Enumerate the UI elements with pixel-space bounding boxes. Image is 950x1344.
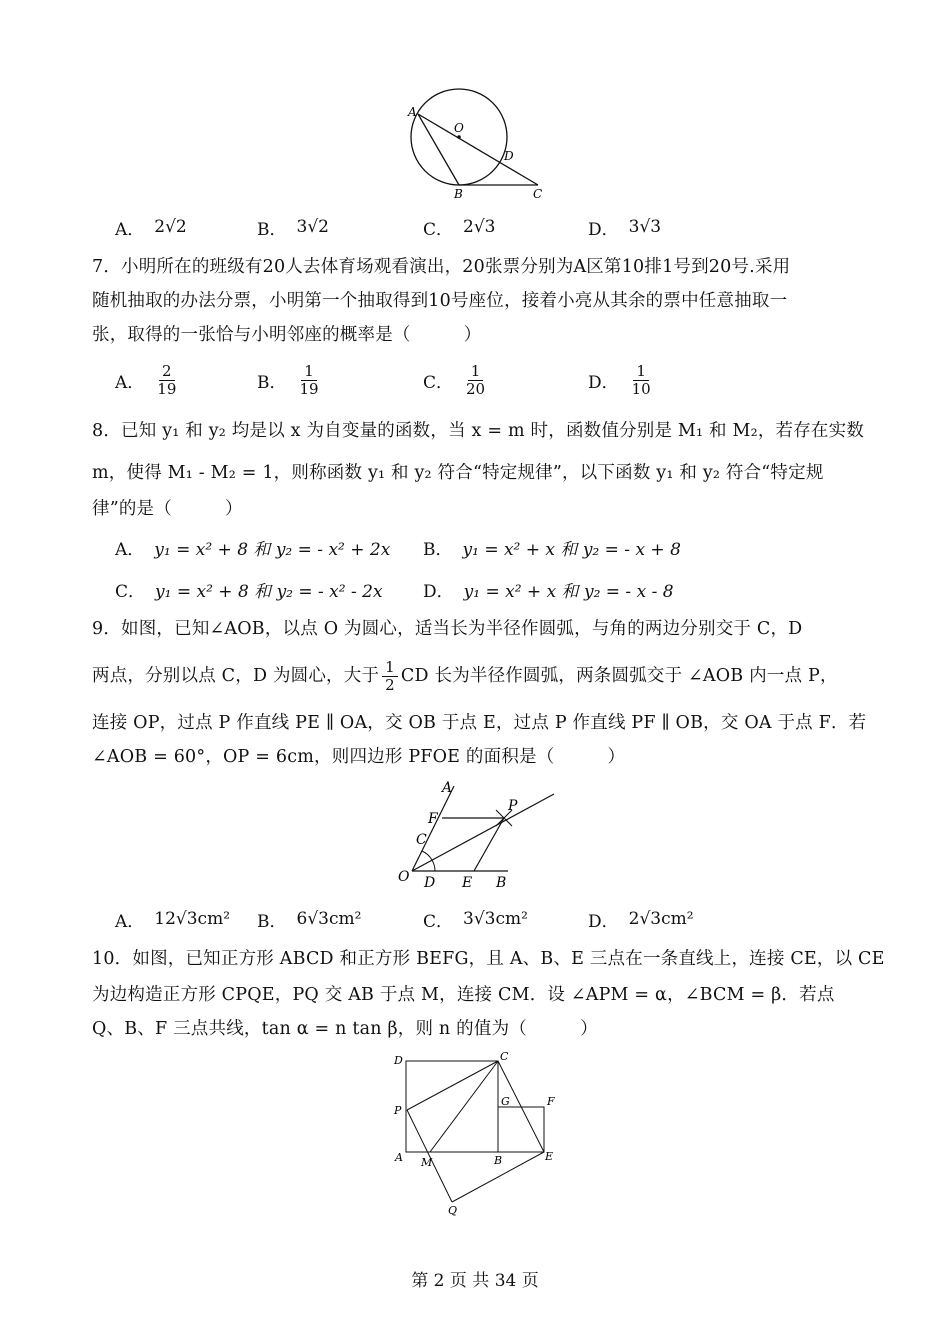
q8-line-2: m，使得 M₁ - M₂ = 1，则称函数 y₁ 和 y₂ 符合“特定规律”，以下函数 y₁ 和 y₂ 符合“特定规	[92, 463, 824, 483]
q9-option-d[interactable]: D． 2√3cm²	[588, 909, 694, 932]
q10-line-3: Q、B、F 三点共线，tan α = n tan β，则 n 的值为（ ）	[92, 1019, 598, 1039]
q7-option-a-fraction: $\frac{2}{19}$	[157, 361, 177, 398]
q7-option-b[interactable]: B． $\frac{1}{19}$	[257, 360, 322, 400]
q10-line-1: 10．如图，已知正方形 ABCD 和正方形 BEFG，且 A、B、E 三点在一条直线上，连接 CE，以 CE	[92, 949, 885, 969]
q9-option-a[interactable]: A． 12√3cm²	[115, 909, 231, 932]
q8-option-b[interactable]: B． y₁ = x² + x 和 y₂ = - x + 8	[423, 539, 681, 560]
q6-option-d[interactable]: D． 3√3	[588, 217, 662, 240]
q10-line-2: 为边构造正方形 CPQE，PQ 交 AB 于点 M，连接 CM．设 ∠APM = α，∠BCM = β．若点	[92, 985, 835, 1005]
q10-label-e: E	[545, 1150, 554, 1163]
q10-label-a: A	[395, 1151, 403, 1164]
q9-label-c: C	[416, 832, 427, 848]
q8-option-d[interactable]: D． y₁ = x² + x 和 y₂ = - x - 8	[423, 581, 674, 602]
q8-line-1: 8．已知 y₁ 和 y₂ 均是以 x 为自变量的函数，当 x = m 时，函数值分别是 M₁ 和 M₂，若存在实数	[92, 421, 865, 441]
q7-option-d-fraction: $\frac{1}{10}$	[631, 361, 651, 398]
q8-option-a[interactable]: A． y₁ = x² + 8 和 y₂ = - x² + 2x	[115, 539, 391, 560]
q9-line-4: ∠AOB = 60°，OP = 6cm，则四边形 PFOE 的面积是（ ）	[92, 747, 626, 767]
q7-option-c-fraction: $\frac{1}{20}$	[466, 361, 486, 398]
page-footer: 第 2 页 共 34 页	[411, 1271, 539, 1291]
q6-option-a[interactable]: A． 2√2	[115, 217, 187, 240]
q8-option-c[interactable]: C． y₁ = x² + 8 和 y₂ = - x² - 2x	[115, 581, 383, 602]
q10-label-m: M	[421, 1156, 433, 1169]
q9-angle-figure	[392, 778, 562, 898]
q6-label-d: D	[504, 149, 514, 163]
q9-line-2: 两点，分别以点 C，D 为圆心，大于 $\frac{1}{2}$ CD 长为半径作圆弧，两条圆弧交于 ∠AOB 内一点 P，	[92, 657, 838, 694]
q7-option-c[interactable]: C． $\frac{1}{20}$	[423, 360, 488, 400]
q9-label-a: A	[442, 780, 453, 796]
q10-label-f: F	[547, 1095, 555, 1108]
q6-option-b[interactable]: B． 3√2	[257, 217, 329, 240]
q9-label-f: F	[428, 811, 438, 827]
q6-label-a: A	[408, 105, 417, 119]
q7-line-1: 7．小明所在的班级有20人去体育场观看演出，20张票分别为A区第10排1号到20号.采用	[92, 257, 791, 277]
q6-circle-figure	[398, 86, 558, 202]
q7-option-a[interactable]: A． $\frac{2}{19}$	[115, 360, 179, 400]
q9-label-b: B	[496, 875, 507, 891]
q9-option-b[interactable]: B． 6√3cm²	[257, 909, 362, 932]
q10-label-c: C	[500, 1050, 509, 1063]
q10-label-g: G	[501, 1095, 510, 1108]
q9-line-1: 9．如图，已知∠AOB，以点 O 为圆心，适当长为半径作圆弧，与角的两边分别交于 C，D	[92, 619, 803, 639]
q7-option-d[interactable]: D． $\frac{1}{10}$	[588, 360, 654, 400]
q10-label-b: B	[494, 1154, 503, 1167]
q7-line-2: 随机抽取的办法分票，小明第一个抽取得到10号座位，接着小亮从其余的票中任意抽取一	[92, 291, 788, 311]
q9-label-e: E	[462, 875, 473, 891]
q10-label-p: P	[394, 1104, 402, 1117]
q8-line-3: 律”的是（ ）	[92, 499, 243, 519]
q6-option-c[interactable]: C． 2√3	[423, 217, 496, 240]
q6-label-o: O	[454, 121, 464, 135]
q6-label-c: C	[533, 187, 543, 201]
q9-line-3: 连接 OP，过点 P 作直线 PE ∥ OA，交 OB 于点 E，过点 P 作直线 PF ∥ OB，交 OA 于点 F．若	[92, 713, 867, 733]
q9-option-c[interactable]: C． 3√3cm²	[423, 909, 528, 932]
q9-label-d: D	[424, 875, 436, 891]
q9-label-p: P	[508, 798, 518, 814]
q9-label-o: O	[398, 869, 410, 885]
q10-label-d: D	[394, 1054, 403, 1067]
q10-label-q: Q	[448, 1204, 458, 1217]
q7-line-3: 张，取得的一张恰与小明邻座的概率是（ ）	[92, 325, 482, 345]
q9-half-fraction: $\frac{1}{2}$	[382, 659, 398, 694]
q6-label-b: B	[454, 187, 463, 201]
q10-squares-figure	[388, 1048, 564, 1220]
q7-option-b-fraction: $\frac{1}{19}$	[299, 361, 319, 398]
